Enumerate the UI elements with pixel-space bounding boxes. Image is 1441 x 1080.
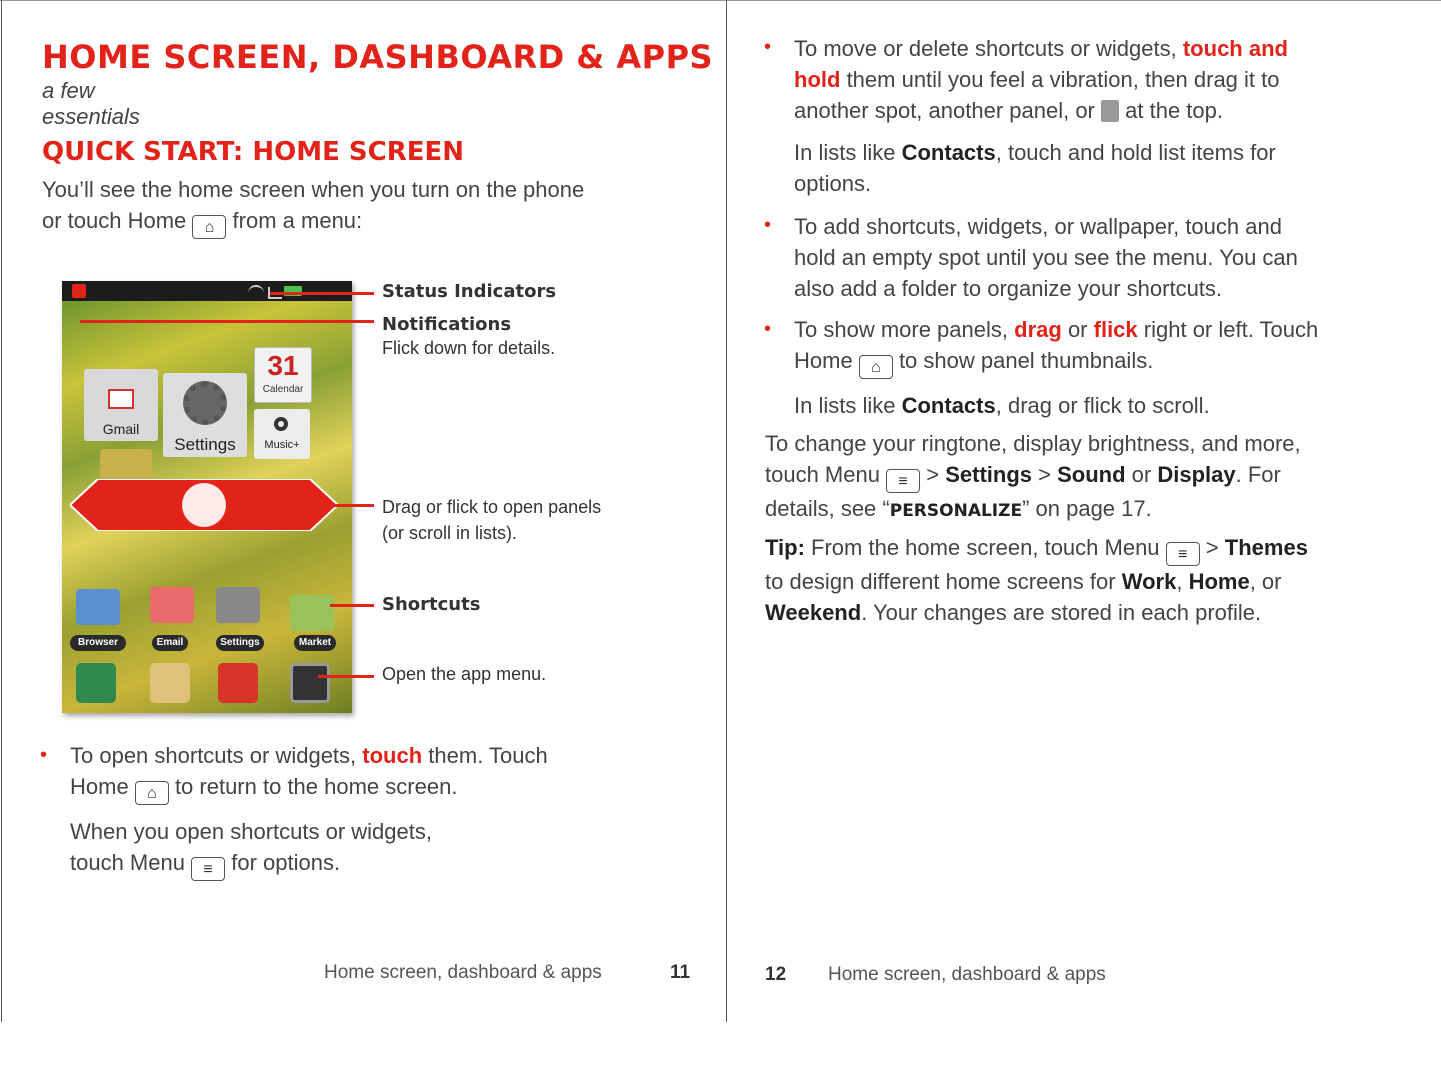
notification-callout-line [80, 320, 374, 323]
notifications-callout: Notifications Flick down for details. [382, 314, 556, 358]
settings-shortcut-label: Settings [216, 635, 264, 651]
settings-gear-icon [183, 381, 227, 425]
messaging-dock-icon[interactable] [150, 663, 190, 703]
market-label: Market [294, 635, 336, 651]
menu-key-icon: ≡ [191, 857, 225, 881]
email-label: Email [152, 635, 188, 651]
phone-dock-icon[interactable] [76, 663, 116, 703]
page-spread-divider [726, 0, 727, 1022]
shortcuts-callout: Shortcuts [382, 594, 481, 615]
bullet-add-shortcuts: To add shortcuts, widgets, or wallpaper, touch and hold an empty spot until you see the menu. You can also add a folder to organize your shortcuts. [794, 214, 1298, 301]
calendar-label: Calendar [262, 384, 304, 395]
page-number: 11 [670, 962, 691, 983]
bullet-show-panels: To show more panels, drag or flick right or left. Touch Home ⌂ to show panel thumbnails. In lists like Contacts, drag or flick to scroll. [794, 317, 1319, 418]
intro-line-1: You’ll see the home screen when you turn on the phone [42, 177, 585, 202]
intro-text-end: from a menu: [232, 208, 363, 233]
calendar-day: 31 [267, 350, 299, 381]
bullet-marker: • [764, 214, 772, 236]
bullet-move-delete: To move or delete shortcuts or widgets, touch and hold them until you feel a vibration, then drag it to another spot, another panel, or at the top. In lists like Contacts, touch and hold list items for options. [794, 36, 1288, 196]
gmail-widget[interactable] [84, 369, 158, 441]
browser-shortcut-icon[interactable] [76, 589, 120, 625]
wifi-icon [248, 285, 264, 299]
gmail-icon [108, 389, 134, 409]
bullet-subtext-line-1: When you open shortcuts or widgets, [70, 819, 432, 844]
panel-swipe-arrow [70, 479, 338, 531]
settings-widget[interactable] [163, 373, 247, 457]
music-label: Music+ [264, 439, 300, 451]
touch-emphasis: touch [362, 743, 423, 768]
page-number: 12 [765, 964, 787, 985]
email-shortcut-icon[interactable] [150, 587, 194, 623]
calendar-widget[interactable] [254, 347, 312, 403]
app-menu-icon[interactable] [290, 663, 330, 703]
intro-paragraph [42, 174, 702, 239]
activity-dock-icon[interactable] [218, 663, 258, 703]
shortcuts-callout-line [330, 604, 374, 607]
intro-text: or touch Home [42, 208, 187, 233]
home-key-icon: ⌂ [135, 781, 169, 805]
settings-label: Settings [174, 435, 236, 454]
music-icon [274, 417, 288, 431]
status-bar [62, 281, 352, 301]
page-top-border [0, 0, 1441, 1]
drag-callout-line [300, 504, 374, 507]
home-key-icon: ⌂ [192, 215, 226, 239]
music-widget[interactable] [254, 409, 310, 459]
folder-widget[interactable] [100, 449, 152, 479]
page-subtitle: a few essentials [42, 78, 140, 129]
trash-icon [1101, 100, 1119, 122]
left-page-border [1, 0, 2, 1022]
personalize-link[interactable]: PERSONALIZE [889, 501, 1023, 521]
drag-callout: Drag or flick to open panels (or scroll in lists). [382, 497, 602, 543]
bullet-subtext-line-2: touch Menu ≡ for options. [70, 847, 700, 881]
browser-label: Browser [70, 635, 126, 651]
status-indicators-callout: Status Indicators [382, 281, 557, 302]
menu-key-icon: ≡ [886, 469, 920, 493]
bullet-open-shortcuts: To open shortcuts or widgets, touch them. Touch Home ⌂ to return to the home screen. When you open shortcuts or widgets, touch Menu ≡ for options. [70, 740, 700, 881]
bullet-marker: • [40, 744, 48, 766]
status-callout-line [270, 292, 374, 295]
footer-title: Home screen, dashboard & apps [828, 964, 1106, 985]
notification-icon [72, 284, 86, 298]
app-menu-callout-line [318, 675, 374, 678]
bullet-marker: • [764, 36, 772, 58]
intro-line-2 [42, 205, 702, 239]
settings-shortcut-icon[interactable] [216, 587, 260, 623]
bullet-marker: • [764, 318, 772, 340]
home-key-icon: ⌂ [859, 355, 893, 379]
home-screen-illustration [62, 281, 352, 713]
tip-paragraph: Tip: From the home screen, touch Menu ≡ > Themes to design different home screens for Work, Home, or Weekend. Your changes are stored in each profile. [765, 535, 1308, 625]
gmail-label: Gmail [102, 421, 140, 437]
app-menu-callout: Open the app menu. [382, 664, 547, 684]
change-ringtone-paragraph: To change your ringtone, display brightness, and more, touch Menu ≡ > Settings > Sound or Display. For details, see “PERSONALIZE” on page 17. [765, 431, 1301, 521]
page-title: HOME SCREEN, DASHBOARD & APPS [42, 38, 714, 76]
menu-key-icon: ≡ [1166, 542, 1200, 566]
section-title: QUICK START: HOME SCREEN [42, 137, 465, 167]
market-shortcut-icon[interactable] [290, 595, 334, 631]
footer-title: Home screen, dashboard & apps [324, 962, 602, 983]
